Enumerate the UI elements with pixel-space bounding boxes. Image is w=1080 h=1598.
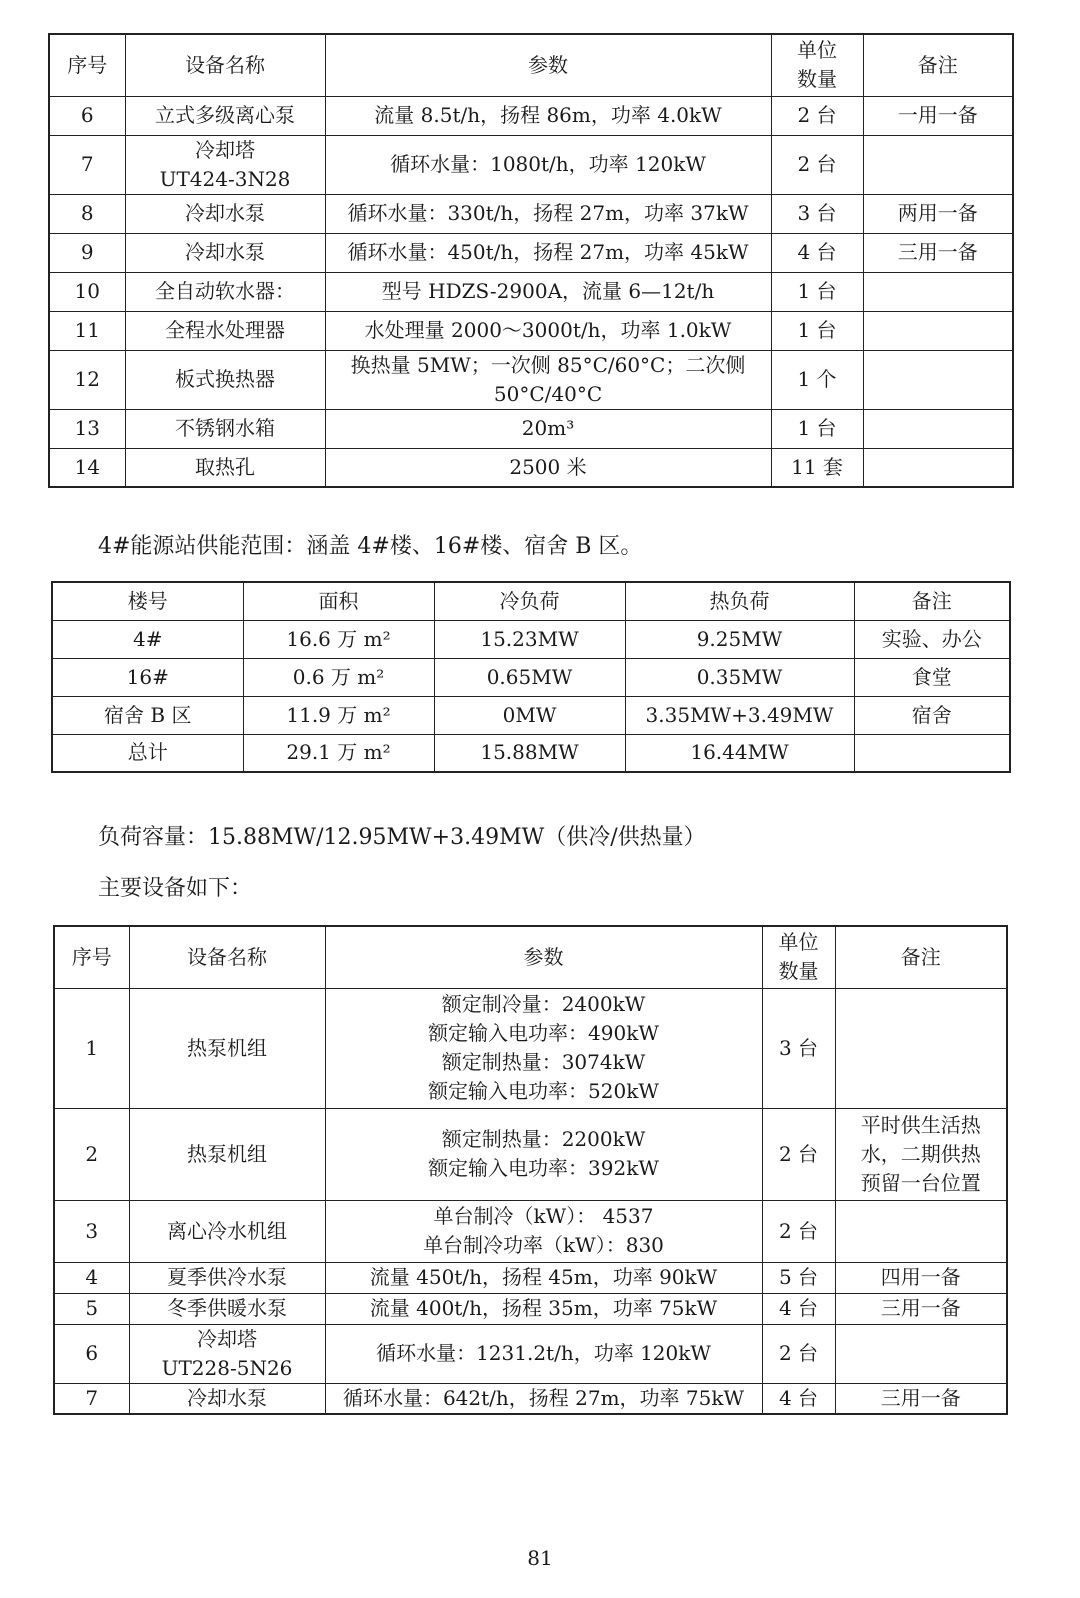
quantity-cell: 4 台 bbox=[771, 233, 863, 272]
cooling-load-cell: 0MW bbox=[434, 696, 625, 734]
parameters-cell: 流量 450t/h，扬程 45m，功率 90kW bbox=[325, 1262, 762, 1293]
equipment-name-cell: 冷却塔 UT228-5N26 bbox=[129, 1324, 325, 1383]
building-cell: 总计 bbox=[52, 734, 243, 772]
row-number-cell: 3 bbox=[54, 1200, 129, 1262]
parameters-cell: 单台制冷（kW）： 4537 单台制冷功率（kW）：830 bbox=[325, 1200, 762, 1262]
table-header-row bbox=[49, 34, 1013, 96]
equipment-name-cell: 冷却水泵 bbox=[129, 1383, 325, 1414]
equipment-name-cell: 离心冷水机组 bbox=[129, 1200, 325, 1262]
table-row bbox=[49, 135, 1013, 194]
row-number-cell: 12 bbox=[49, 350, 125, 409]
row-number-cell: 6 bbox=[54, 1324, 129, 1383]
table-row bbox=[49, 233, 1013, 272]
table-row bbox=[49, 272, 1013, 311]
note-cell bbox=[835, 988, 1007, 1108]
quantity-cell: 2 台 bbox=[771, 135, 863, 194]
table-header-row bbox=[54, 926, 1007, 988]
note-cell: 食堂 bbox=[854, 658, 1010, 696]
header-cell: 参数 bbox=[325, 34, 771, 96]
page-number: 81 bbox=[527, 1546, 553, 1570]
equipment-name-cell: 全自动软水器： bbox=[125, 272, 325, 311]
note-cell bbox=[863, 350, 1013, 409]
note-cell bbox=[863, 311, 1013, 350]
quantity-cell: 1 个 bbox=[771, 350, 863, 409]
table-row bbox=[54, 1108, 1007, 1200]
parameters-cell: 额定制热量：2200kW 额定输入电功率：392kW bbox=[325, 1108, 762, 1200]
row-number-cell: 2 bbox=[54, 1108, 129, 1200]
note-cell: 三用一备 bbox=[863, 233, 1013, 272]
quantity-cell: 4 台 bbox=[762, 1383, 835, 1414]
parameters-cell: 换热量 5MW；一次侧 85°C/60°C；二次侧 50°C/40°C bbox=[325, 350, 771, 409]
table-row bbox=[49, 409, 1013, 448]
building-cell: 16# bbox=[52, 658, 243, 696]
equipment-name-cell: 热泵机组 bbox=[129, 988, 325, 1108]
header-cell: 序号 bbox=[54, 926, 129, 988]
quantity-cell: 2 台 bbox=[771, 96, 863, 135]
equipment-name-cell: 全程水处理器 bbox=[125, 311, 325, 350]
note-cell bbox=[863, 272, 1013, 311]
table-row bbox=[54, 988, 1007, 1108]
table-row bbox=[54, 1262, 1007, 1293]
area-cell: 0.6 万 m² bbox=[243, 658, 434, 696]
row-number-cell: 11 bbox=[49, 311, 125, 350]
table-row bbox=[49, 350, 1013, 409]
equipment-name-cell: 冷却塔 UT424-3N28 bbox=[125, 135, 325, 194]
heating-load-cell: 16.44MW bbox=[625, 734, 854, 772]
parameters-cell: 2500 米 bbox=[325, 448, 771, 487]
header-cell: 面积 bbox=[243, 582, 434, 620]
quantity-cell: 2 台 bbox=[762, 1324, 835, 1383]
header-cell: 参数 bbox=[325, 926, 762, 988]
row-number-cell: 5 bbox=[54, 1293, 129, 1324]
header-cell: 单位 数量 bbox=[771, 34, 863, 96]
equipment-table-2 bbox=[53, 925, 1008, 1415]
header-cell: 设备名称 bbox=[125, 34, 325, 96]
note-cell: 实验、办公 bbox=[854, 620, 1010, 658]
note-cell bbox=[863, 135, 1013, 194]
table-row bbox=[54, 1293, 1007, 1324]
quantity-cell: 1 台 bbox=[771, 311, 863, 350]
quantity-cell: 3 台 bbox=[762, 988, 835, 1108]
cooling-load-cell: 15.23MW bbox=[434, 620, 625, 658]
row-number-cell: 7 bbox=[49, 135, 125, 194]
header-cell: 备注 bbox=[835, 926, 1007, 988]
quantity-cell: 1 台 bbox=[771, 272, 863, 311]
row-number-cell: 6 bbox=[49, 96, 125, 135]
area-cell: 11.9 万 m² bbox=[243, 696, 434, 734]
equipment-name-cell: 热泵机组 bbox=[129, 1108, 325, 1200]
building-load-table bbox=[51, 581, 1011, 773]
row-number-cell: 9 bbox=[49, 233, 125, 272]
table-row bbox=[54, 1324, 1007, 1383]
building-cell: 4# bbox=[52, 620, 243, 658]
table-row bbox=[49, 311, 1013, 350]
table-row bbox=[52, 620, 1010, 658]
table-row bbox=[54, 1200, 1007, 1262]
row-number-cell: 14 bbox=[49, 448, 125, 487]
note-cell bbox=[835, 1324, 1007, 1383]
note-cell: 宿舍 bbox=[854, 696, 1010, 734]
quantity-cell: 2 台 bbox=[762, 1108, 835, 1200]
note-cell: 三用一备 bbox=[835, 1293, 1007, 1324]
header-cell: 备注 bbox=[863, 34, 1013, 96]
header-cell: 冷负荷 bbox=[434, 582, 625, 620]
table-row bbox=[49, 448, 1013, 487]
equipment-table-1 bbox=[48, 33, 1014, 488]
header-cell: 楼号 bbox=[52, 582, 243, 620]
header-cell: 备注 bbox=[854, 582, 1010, 620]
parameters-cell: 循环水量：1231.2t/h，功率 120kW bbox=[325, 1324, 762, 1383]
energy-station-scope-text: 4#能源站供能范围：涵盖 4#楼、16#楼、宿舍 B 区。 bbox=[98, 534, 643, 559]
parameters-cell: 20m³ bbox=[325, 409, 771, 448]
table-row bbox=[49, 194, 1013, 233]
note-cell: 两用一备 bbox=[863, 194, 1013, 233]
equipment-name-cell: 冷却水泵 bbox=[125, 233, 325, 272]
heating-load-cell: 9.25MW bbox=[625, 620, 854, 658]
building-cell: 宿舍 B 区 bbox=[52, 696, 243, 734]
row-number-cell: 1 bbox=[54, 988, 129, 1108]
table-row bbox=[52, 734, 1010, 772]
row-number-cell: 10 bbox=[49, 272, 125, 311]
note-cell: 平时供生活热 水，二期供热 预留一台位置 bbox=[835, 1108, 1007, 1200]
row-number-cell: 7 bbox=[54, 1383, 129, 1414]
row-number-cell: 8 bbox=[49, 194, 125, 233]
note-cell: 四用一备 bbox=[835, 1262, 1007, 1293]
parameters-cell: 循环水量：642t/h，扬程 27m，功率 75kW bbox=[325, 1383, 762, 1414]
equipment-name-cell: 板式换热器 bbox=[125, 350, 325, 409]
header-cell: 热负荷 bbox=[625, 582, 854, 620]
parameters-cell: 循环水量：450t/h，扬程 27m，功率 45kW bbox=[325, 233, 771, 272]
quantity-cell: 4 台 bbox=[762, 1293, 835, 1324]
heating-load-cell: 3.35MW+3.49MW bbox=[625, 696, 854, 734]
note-cell: 三用一备 bbox=[835, 1383, 1007, 1414]
quantity-cell: 2 台 bbox=[762, 1200, 835, 1262]
equipment-name-cell: 立式多级离心泵 bbox=[125, 96, 325, 135]
table-header-row bbox=[52, 582, 1010, 620]
row-number-cell: 4 bbox=[54, 1262, 129, 1293]
parameters-cell: 循环水量：1080t/h，功率 120kW bbox=[325, 135, 771, 194]
table-row bbox=[52, 696, 1010, 734]
equipment-name-cell: 取热孔 bbox=[125, 448, 325, 487]
parameters-cell: 流量 400t/h，扬程 35m，功率 75kW bbox=[325, 1293, 762, 1324]
area-cell: 16.6 万 m² bbox=[243, 620, 434, 658]
quantity-cell: 11 套 bbox=[771, 448, 863, 487]
quantity-cell: 5 台 bbox=[762, 1262, 835, 1293]
parameters-cell: 水处理量 2000～3000t/h，功率 1.0kW bbox=[325, 311, 771, 350]
header-cell: 设备名称 bbox=[129, 926, 325, 988]
equipment-name-cell: 冬季供暖水泵 bbox=[129, 1293, 325, 1324]
table-row bbox=[52, 658, 1010, 696]
note-cell: 一用一备 bbox=[863, 96, 1013, 135]
parameters-cell: 循环水量：330t/h，扬程 27m，功率 37kW bbox=[325, 194, 771, 233]
main-equipment-heading: 主要设备如下： bbox=[98, 876, 253, 901]
area-cell: 29.1 万 m² bbox=[243, 734, 434, 772]
note-cell bbox=[863, 409, 1013, 448]
header-cell: 单位 数量 bbox=[762, 926, 835, 988]
equipment-name-cell: 不锈钢水箱 bbox=[125, 409, 325, 448]
row-number-cell: 13 bbox=[49, 409, 125, 448]
note-cell bbox=[835, 1200, 1007, 1262]
load-capacity-text: 负荷容量：15.88MW/12.95MW+3.49MW（供冷/供热量） bbox=[98, 825, 706, 850]
equipment-name-cell: 夏季供冷水泵 bbox=[129, 1262, 325, 1293]
parameters-cell: 流量 8.5t/h，扬程 86m，功率 4.0kW bbox=[325, 96, 771, 135]
heating-load-cell: 0.35MW bbox=[625, 658, 854, 696]
parameters-cell: 额定制冷量：2400kW 额定输入电功率：490kW 额定制热量：3074kW 额定输入电功率：520kW bbox=[325, 988, 762, 1108]
equipment-name-cell: 冷却水泵 bbox=[125, 194, 325, 233]
quantity-cell: 3 台 bbox=[771, 194, 863, 233]
table-row bbox=[49, 96, 1013, 135]
table-row bbox=[54, 1383, 1007, 1414]
parameters-cell: 型号 HDZS-2900A，流量 6—12t/h bbox=[325, 272, 771, 311]
header-cell: 序号 bbox=[49, 34, 125, 96]
note-cell bbox=[863, 448, 1013, 487]
quantity-cell: 1 台 bbox=[771, 409, 863, 448]
cooling-load-cell: 0.65MW bbox=[434, 658, 625, 696]
note-cell bbox=[854, 734, 1010, 772]
cooling-load-cell: 15.88MW bbox=[434, 734, 625, 772]
